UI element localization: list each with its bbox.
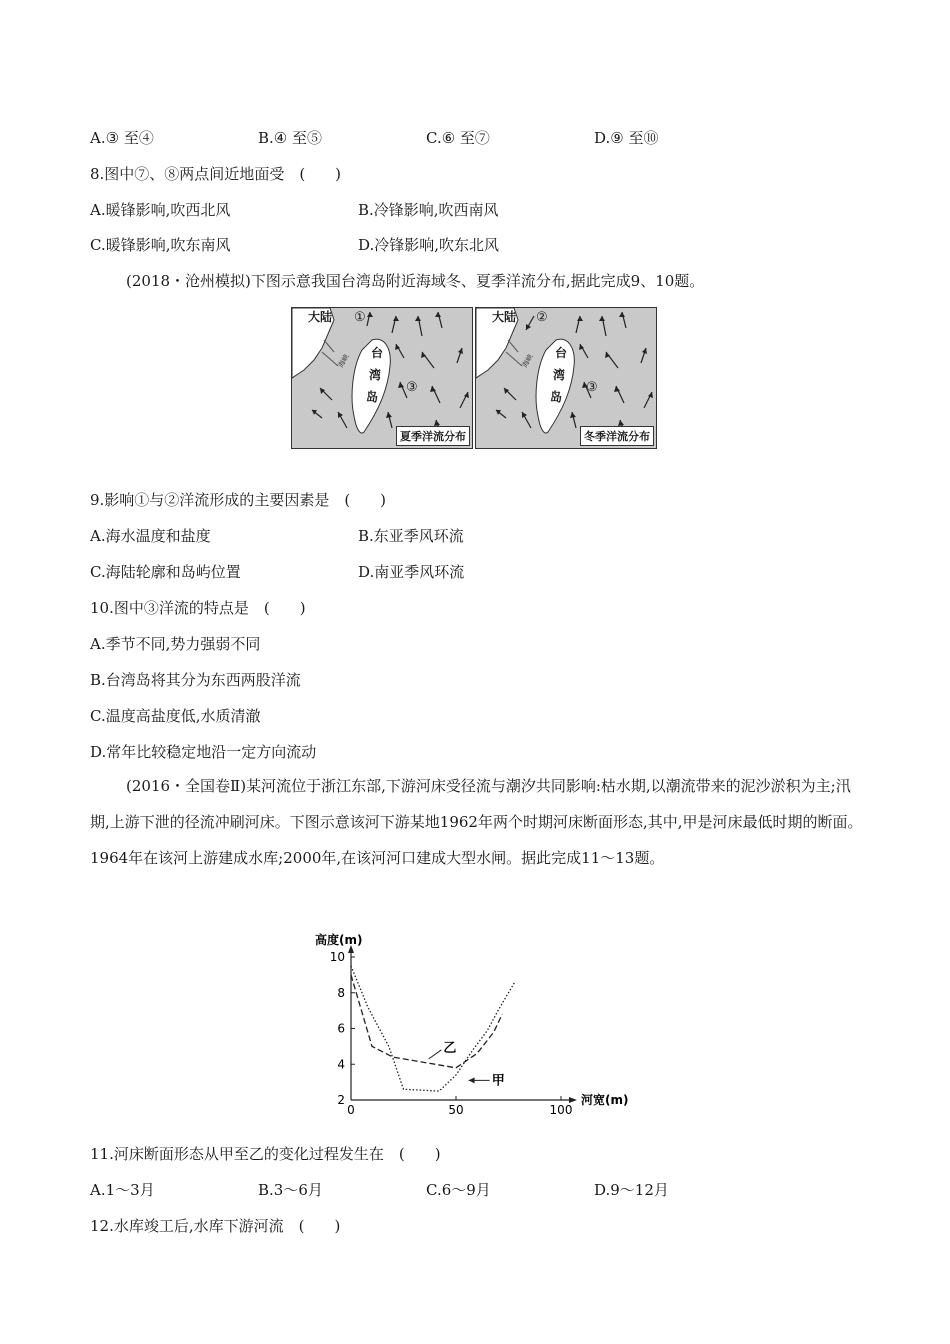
summer-mark-1: ① (354, 310, 366, 325)
summer-current-map (291, 307, 473, 449)
q9-stem: 9.影响①与②洋流形成的主要因素是 ( ) (90, 491, 387, 509)
q10-option-d: D.常年比较稳定地沿一定方向流动 (90, 743, 317, 761)
chart-layer (315, 932, 628, 1117)
winter-current-map (475, 307, 657, 449)
q11-option-b: B.3～6月 (258, 1181, 323, 1199)
q7-option-c: C.⑥ 至⑦ (426, 129, 490, 147)
winter-mark-2: ② (536, 310, 548, 325)
q7-option-d: D.⑨ 至⑩ (594, 129, 659, 147)
q11-option-d: D.9～12月 (594, 1181, 669, 1199)
intro-9-10: (2018・沧州模拟)下图示意我国台湾岛附近海域冬、夏季洋流分布,据此完成9、10题。 (126, 272, 705, 290)
q10-option-a: A.季节不同,势力强弱不同 (90, 635, 261, 653)
q9-option-d: D.南亚季风环流 (358, 563, 465, 581)
series-jia-label: 甲 (491, 1073, 505, 1089)
y-tick-label: 6 (337, 1021, 345, 1036)
q7-option-b: B.④ 至⑤ (258, 129, 323, 147)
winter-strait-label: 海峡 (520, 352, 535, 369)
x-tick-label: 100 (549, 1103, 573, 1117)
q8-option-b: B.冷锋影响,吹西南风 (358, 201, 499, 219)
winter-island-char-1: 台 (555, 346, 568, 360)
summer-strait-label: 海峡 (336, 352, 351, 369)
y-axis-label: 高度(m) (315, 933, 363, 947)
winter-mainland-label: 大陆 (492, 310, 517, 324)
winter-island-char-3: 岛 (550, 390, 563, 404)
q8-option-c: C.暖锋影响,吹东南风 (90, 236, 231, 254)
intro-11-13-text: (2016・全国卷Ⅱ)某河流位于浙江东部,下游河床受径流与潮汐共同影响:枯水期,以潮流带来的泥沙淤积为主;汛期,上游下泄的径流冲刷河床。下图示意该河下游某地1962年两个时期河床断面形态,其中,甲是河床最低时期的断面。1964年在该河上游建成水库;2000年,在该河河口建成大型水闸。据此完成11～13题。 (90, 777, 863, 867)
q11-option-c: C.6～9月 (426, 1181, 491, 1199)
riverbed-chart (305, 930, 675, 1125)
x-axis-label: 河宽(m) (581, 1093, 629, 1107)
x-tick-label: 0 (347, 1103, 355, 1117)
q8-option-d: D.冷锋影响,吹东北风 (358, 236, 500, 254)
q9-option-a: A.海水温度和盐度 (90, 527, 211, 545)
series-yi-leader (429, 1050, 442, 1059)
q8-stem: 8.图中⑦、⑧两点间近地面受 ( ) (90, 165, 342, 183)
series-line-jia (351, 966, 515, 1091)
y-tick-label: 8 (337, 985, 345, 1000)
winter-map-caption: 冬季洋流分布 (580, 426, 654, 446)
series-jia-leader-arrow (469, 1077, 475, 1083)
y-tick-label: 2 (337, 1093, 345, 1107)
summer-island-char-1: 台 (371, 346, 384, 360)
summer-mainland-label: 大陆 (308, 310, 333, 324)
q12-stem: 12.水库竣工后,水库下游河流 ( ) (90, 1217, 341, 1235)
summer-mark-3: ③ (406, 380, 418, 395)
series-line-yi (351, 975, 502, 1068)
q8-option-a: A.暖锋影响,吹西北风 (90, 201, 231, 219)
y-tick-label: 4 (337, 1057, 345, 1072)
q11-option-a: A.1～3月 (90, 1181, 155, 1199)
winter-mark-3: ③ (586, 380, 598, 395)
q10-option-b: B.台湾岛将其分为东西两股洋流 (90, 671, 301, 689)
q7-option-a: A.③ 至④ (90, 129, 154, 147)
q10-option-c: C.温度高盐度低,水质清澈 (90, 707, 261, 725)
q10-stem: 10.图中③洋流的特点是 ( ) (90, 599, 306, 617)
q11-stem: 11.河床断面形态从甲至乙的变化过程发生在 ( ) (90, 1145, 441, 1163)
summer-island-char-2: 湾 (369, 368, 382, 382)
y-tick-label: 10 (329, 950, 345, 964)
summer-map-caption: 夏季洋流分布 (396, 426, 470, 446)
summer-island-char-3: 岛 (366, 390, 379, 404)
q9-option-b: B.东亚季风环流 (358, 527, 464, 545)
series-yi-label: 乙 (443, 1041, 457, 1057)
intro-11-13 (90, 768, 870, 876)
x-tick-label: 50 (448, 1103, 464, 1117)
winter-island-char-2: 湾 (553, 368, 566, 382)
q9-option-c: C.海陆轮廓和岛屿位置 (90, 563, 241, 581)
